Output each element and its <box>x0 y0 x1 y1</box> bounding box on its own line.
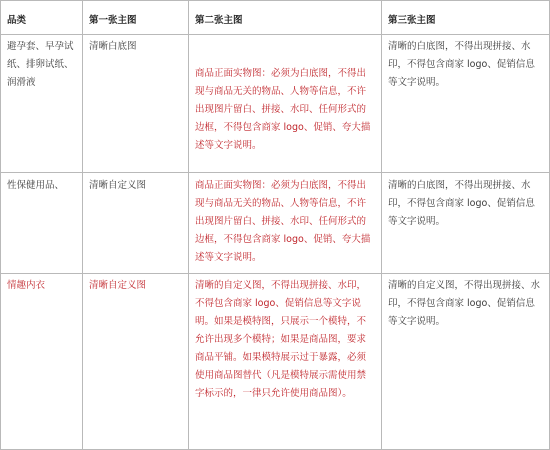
column-divider-3 <box>381 0 382 450</box>
row-2-first-image: 清晰自定义图 <box>89 180 147 191</box>
row-1-first-image: 清晰白底图 <box>89 41 137 52</box>
header-category: 品类 <box>7 15 27 26</box>
row-3-first-image: 清晰自定义图 <box>89 280 147 291</box>
row-1-category: 避孕套、早孕试纸、排卵试纸、润滑液 <box>7 41 74 88</box>
row-1-second-image: 商品正面实物图：必须为白底图，不得出现与商品无关的物品、人物等信息，不许出现图片留白、拼接、水印、任何形式的边框，不得包含商家 logo、促销、夸大描述等文字说明。 <box>195 68 371 151</box>
row-2-second-image: 商品正面实物图：必须为白底图，不得出现与商品无关的物品、人物等信息，不许出现图片留白、拼接、水印、任何形式的边框，不得包含商家 logo、促销、夸大描述等文字说明。 <box>195 180 371 263</box>
row-2-third-image: 清晰的白底图，不得出现拼接、水印，不得包含商家 logo、促销信息等文字说明。 <box>388 180 535 227</box>
row-1-third-image: 清晰的白底图，不得出现拼接、水印，不得包含商家 logo、促销信息等文字说明。 <box>388 41 535 88</box>
row-3-category: 情趣内衣 <box>7 280 46 291</box>
row-3-second-image: 清晰的自定义图，不得出现拼接、水印，不得包含商家 logo、促销信息等文字说明。如果是模特图，只展示一个模特，不允许出现多个模特；如果是商品图，要求商品平铺。如果模特展示过于暴露，必须使用商品图替代（凡是模特展示需使用禁字标示的，一律只允许使用商品图）。 <box>195 280 367 399</box>
row-3-third-image: 清晰的自定义图，不得出现拼接、水印，不得包含商家 logo、促销信息等文字说明。 <box>388 280 541 327</box>
header-second-image: 第二张主图 <box>195 15 243 26</box>
column-divider-2 <box>188 0 189 450</box>
column-divider-1 <box>82 0 83 450</box>
row-2-category: 性保健用品、 <box>7 180 65 191</box>
header-third-image: 第三张主图 <box>388 15 436 26</box>
table-border-left <box>0 0 1 450</box>
header-first-image: 第一张主图 <box>89 15 137 26</box>
